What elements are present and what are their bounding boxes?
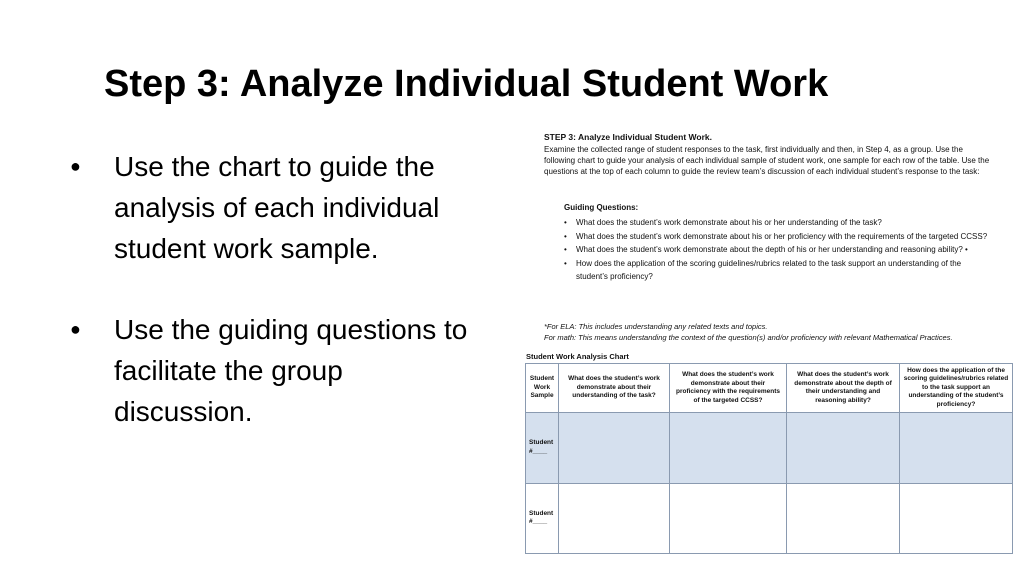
document-intro: Examine the collected range of student responses to the task, first individually and then, in Step 4, as a group. Use the following chart to guide your analysis of each individual sample of student work, one sample for each row of the table. Use the questions at the top of each column to guide the review team’s discussion of each individual student’s response to the task: — [544, 145, 990, 176]
table-cell — [559, 413, 670, 484]
table-header-row — [526, 364, 1013, 413]
bullet-text: Use the guiding questions to facilitate the group discussion. — [114, 314, 468, 427]
bullet-dot-icon: • — [564, 218, 567, 227]
bullet-item — [64, 146, 484, 269]
note-ela: *For ELA: This includes understanding any related texts and topics. — [544, 322, 768, 331]
table-row — [526, 413, 1013, 484]
guiding-question: • What does the student’s work demonstrate about the depth of his or her understanding and reasoning ability? • — [562, 243, 992, 257]
bullet-dot-icon: • — [564, 231, 567, 241]
bullet-dot-icon: • — [564, 245, 567, 254]
table-cell — [900, 413, 1013, 484]
slide-title: Step 3: Analyze Individual Student Work — [104, 63, 829, 105]
bullet-text: Use the chart to guide the analysis of each individual student work sample. — [114, 151, 440, 264]
table-header-cell: What does the student’s work demonstrate about their understanding of the task? — [559, 364, 670, 413]
document-notes — [544, 321, 1004, 343]
bullet-dot-icon: ● — [70, 319, 81, 339]
document-heading: STEP 3: Analyze Individual Student Work. — [544, 132, 712, 142]
table-header-cell: What does the student’s work demonstrate about the depth of their understanding and reasoning ability? — [787, 364, 900, 413]
document-excerpt — [522, 124, 1014, 556]
table-cell — [670, 413, 787, 484]
row-label: Student #____ — [526, 413, 559, 484]
table-header-cell: What does the student’s work demonstrate about their proficiency with the requirements of the targeted CCSS? — [670, 364, 787, 413]
table-row — [526, 483, 1013, 554]
table-cell — [900, 483, 1013, 554]
table-cell — [787, 483, 900, 554]
note-math: For math: This means understanding the context of the question(s) and/or proficiency with relevant Mathematical Practices. — [544, 333, 953, 342]
bullet-dot-icon: ● — [70, 156, 81, 176]
table-header-cell: Student Work Sample — [526, 364, 559, 413]
table-header-cell: How does the application of the scoring guidelines/rubrics related to the task support an understanding of the student’s proficiency? — [900, 364, 1013, 413]
guiding-questions-list — [562, 216, 992, 284]
student-work-analysis-table — [525, 363, 1013, 554]
bullet-item — [64, 309, 484, 432]
row-label: Student #____ — [526, 483, 559, 554]
table-cell — [787, 413, 900, 484]
guiding-question: • What does the student’s work demonstrate about his or her proficiency with the requirements of the targeted CCSS? — [562, 230, 992, 244]
guiding-question: • What does the student’s work demonstrate about his or her understanding of the task? — [562, 216, 992, 230]
table-cell — [559, 483, 670, 554]
bullet-list — [64, 146, 484, 472]
chart-title: Student Work Analysis Chart — [526, 352, 629, 361]
table-cell — [670, 483, 787, 554]
bullet-dot-icon: • — [564, 258, 567, 268]
guiding-question: • How does the application of the scoring guidelines/rubrics related to the task support an understanding of the student’s proficiency? — [564, 258, 962, 281]
guiding-questions-heading: Guiding Questions: — [564, 203, 639, 212]
